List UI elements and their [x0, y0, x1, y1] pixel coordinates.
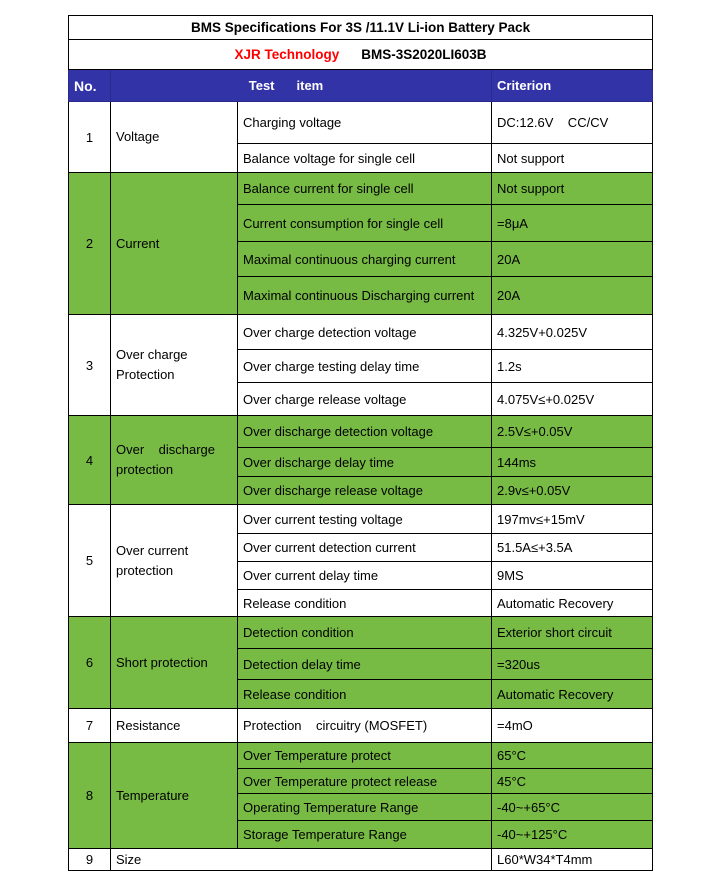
criterion-value: 20A [492, 277, 653, 315]
row-number: 8 [69, 743, 111, 849]
row-category [111, 416, 238, 505]
criterion-value: 45°C [492, 769, 653, 794]
row-number: 1 [69, 102, 111, 173]
test-item: Detection condition [238, 617, 492, 649]
test-item: Over charge detection voltage [238, 315, 492, 350]
test-item: Over charge testing delay time [238, 350, 492, 383]
header-item: item [296, 78, 324, 93]
table-row [69, 617, 653, 649]
header-criterion: Criterion [492, 70, 653, 102]
table-row [69, 173, 653, 205]
test-item: Over discharge release voltage [238, 477, 492, 505]
test-item: Balance current for single cell [238, 173, 492, 205]
criterion-value: 1.2s [492, 350, 653, 383]
test-item: Detection delay time [238, 649, 492, 680]
test-item: Charging voltage [238, 102, 492, 144]
criterion-value: 2.5V≤+0.05V [492, 416, 653, 448]
criterion-value: =320us [492, 649, 653, 680]
row-number: 2 [69, 173, 111, 315]
row-category [111, 315, 238, 416]
criterion-value: -40~+125°C [492, 821, 653, 849]
table-row [69, 315, 653, 350]
test-item: Over discharge detection voltage [238, 416, 492, 448]
criterion-value: 144ms [492, 448, 653, 477]
test-item: Over Temperature protect release [238, 769, 492, 794]
test-item: Maximal continuous Discharging current [238, 277, 492, 315]
spec-table [68, 15, 653, 871]
row-number: 5 [69, 505, 111, 617]
category-line: Over discharge [116, 442, 215, 457]
criterion-value: -40~+65°C [492, 794, 653, 821]
criterion-value: Exterior short circuit [492, 617, 653, 649]
criterion-value: 9MS [492, 562, 653, 590]
row-category: Size [111, 849, 492, 871]
company-name: XJR Technology [234, 47, 340, 62]
table-row [69, 102, 653, 144]
category-line: protection [116, 462, 174, 477]
table-row [69, 505, 653, 534]
criterion-value: DC:12.6V CC/CV [492, 102, 653, 144]
category-line: Over charge [116, 347, 188, 362]
criterion-value: 4.325V+0.025V [492, 315, 653, 350]
row-category: Voltage [111, 102, 238, 173]
table-row [69, 416, 653, 448]
criterion-value: Not support [492, 144, 653, 173]
criterion-value: =8μA [492, 205, 653, 242]
category-line: Protection [116, 367, 175, 382]
criterion-value: L60*W34*T4mm [492, 849, 653, 871]
test-item: Over discharge delay time [238, 448, 492, 477]
title-row [69, 16, 653, 40]
row-category: Resistance [111, 709, 238, 743]
test-item: Over charge release voltage [238, 383, 492, 416]
row-number: 3 [69, 315, 111, 416]
test-item: Over current delay time [238, 562, 492, 590]
header-test-item [111, 70, 492, 102]
test-item: Current consumption for single cell [238, 205, 492, 242]
row-category: Short protection [111, 617, 238, 709]
test-item: Over current detection current [238, 534, 492, 562]
criterion-value: Automatic Recovery [492, 680, 653, 709]
row-number: 4 [69, 416, 111, 505]
table-row [69, 709, 653, 743]
table-title: BMS Specifications For 3S /11.1V Li-ion Battery Pack [69, 16, 653, 40]
criterion-value: =4mO [492, 709, 653, 743]
row-number: 6 [69, 617, 111, 709]
test-item: Over Temperature protect [238, 743, 492, 769]
test-item: Balance voltage for single cell [238, 144, 492, 173]
criterion-value: 51.5A≤+3.5A [492, 534, 653, 562]
table-subtitle [69, 40, 653, 70]
table-row [69, 743, 653, 769]
criterion-value: 2.9v≤+0.05V [492, 477, 653, 505]
category-line: Over current [116, 542, 189, 558]
test-item: Storage Temperature Range [238, 821, 492, 849]
model-number: BMS-3S2020LI603B [361, 47, 487, 62]
criterion-value: Not support [492, 173, 653, 205]
row-number: 9 [69, 849, 111, 871]
criterion-value: 4.075V≤+0.025V [492, 383, 653, 416]
criterion-value: Automatic Recovery [492, 590, 653, 617]
row-category: Temperature [111, 743, 238, 849]
criterion-value: 197mv≤+15mV [492, 505, 653, 534]
test-item: Maximal continuous charging current [238, 242, 492, 277]
test-item: Protection circuitry (MOSFET) [238, 709, 492, 743]
category-line: protection [116, 562, 174, 578]
header-row [69, 70, 653, 102]
test-item: Release condition [238, 680, 492, 709]
row-category: Current [111, 173, 238, 315]
test-item: Over current testing voltage [238, 505, 492, 534]
test-item: Release condition [238, 590, 492, 617]
table-row [69, 849, 653, 871]
test-item: Operating Temperature Range [238, 794, 492, 821]
header-no: No. [69, 70, 111, 102]
row-category [111, 505, 238, 617]
criterion-value: 20A [492, 242, 653, 277]
subtitle-row [69, 40, 653, 70]
header-test: Test [248, 78, 275, 93]
criterion-value: 65°C [492, 743, 653, 769]
row-number: 7 [69, 709, 111, 743]
